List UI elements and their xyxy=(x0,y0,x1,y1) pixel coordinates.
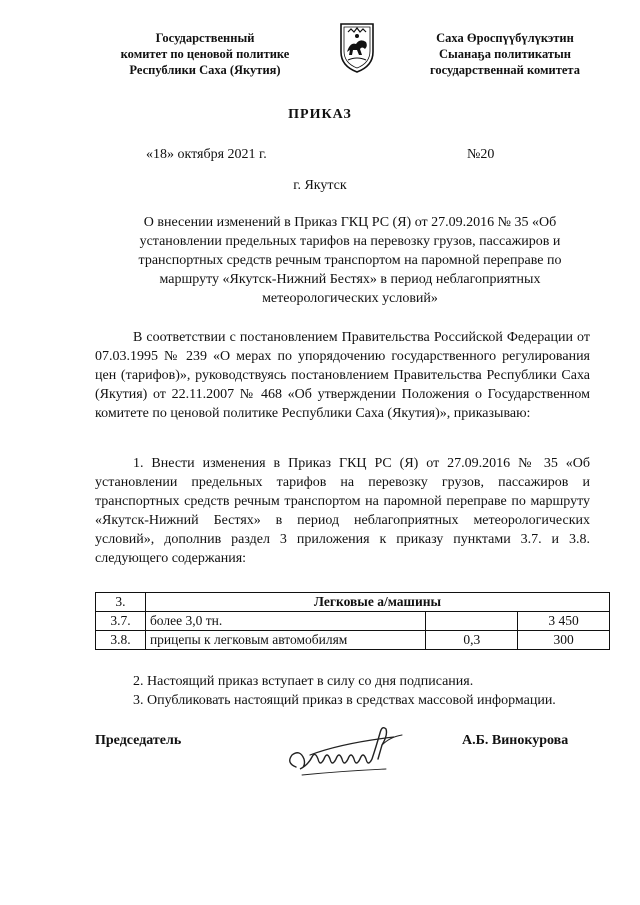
issuer-line: Государственный xyxy=(155,31,255,45)
row-number-cell: 3.8. xyxy=(96,631,146,650)
section-number-cell: 3. xyxy=(96,593,146,612)
issuer-line: Республики Саха (Якутия) xyxy=(129,63,281,77)
clause-2-paragraph: 2. Настоящий приказ вступает в силу со дня подписания. xyxy=(133,674,474,689)
clause-3-paragraph: 3. Опубликовать настоящий приказ в средствах массовой информации. xyxy=(133,693,556,708)
row-number-cell: 3.7. xyxy=(96,612,146,631)
coat-of-arms-icon xyxy=(338,22,376,74)
clause-1-paragraph: 1. Внести изменения в Приказ ГКЦ РС (Я) от 27.09.2016 № 35 «Об установлении предельных тарифов на перевозку грузов, пассажиров и транспортных средств речным транспортом на паромной переправе по маршруту «Якутск-Нижний Бестях» в период неблагоприятных метеорологических условий», дополнив раздел 3 приложения к приказу пунктами 3.7. и 3.8. следующего содержания: xyxy=(95,456,590,566)
document-number: №20 xyxy=(467,147,495,162)
row-value-2-cell: 3 450 xyxy=(518,612,610,631)
table-row xyxy=(96,631,610,650)
issuer-name-yakut xyxy=(400,30,610,78)
issuer-line: государственнай комитета xyxy=(430,63,580,77)
row-name-cell: прицепы к легковым автомобилям xyxy=(145,631,425,650)
document-date: «18» октября 2021 г. xyxy=(146,147,267,162)
row-value-1-cell xyxy=(426,612,518,631)
preamble-paragraph: В соответствии с постановлением Правительства Российской Федерации от 07.03.1995 № 239 «О мерах по упорядочению государственного регулирования цен (тарифов)», руководствуясь постановлением Правительства Республики Саха (Якутия) от 22.11.2007 № 468 «Об утверждении Положения о Государственном комитете по ценовой политике Республики Саха (Якутия)», приказываю: xyxy=(95,330,590,421)
document-header xyxy=(0,20,640,90)
issuer-line: комитет по ценовой политике xyxy=(120,47,290,61)
table-row xyxy=(96,612,610,631)
row-value-1-cell: 0,3 xyxy=(426,631,518,650)
handwritten-signature xyxy=(282,715,412,785)
table-section-row xyxy=(96,593,610,612)
document-city: г. Якутск xyxy=(293,178,347,193)
row-value-2-cell: 300 xyxy=(518,631,610,650)
section-title-cell: Легковые а/машины xyxy=(145,593,609,612)
issuer-name-russian xyxy=(85,30,325,78)
document-title: ПРИКАЗ xyxy=(288,107,352,122)
issuer-line: Сыанаҕа политикатын xyxy=(439,47,571,61)
signer-name: А.Б. Винокурова xyxy=(462,733,569,748)
document-subject: О внесении изменений в Приказ ГКЦ РС (Я) от 27.09.2016 № 35 «Об установлении предельных тарифов на перевозку грузов, пассажиров и транспортных средств речным транспортом на паромной переправе по маршруту «Якутск-Нижний Бестях» в период неблагоприятных метеорологических условий» xyxy=(138,215,562,306)
signer-role: Председатель xyxy=(95,733,182,748)
tariff-table xyxy=(95,592,610,650)
issuer-line: Саха Өроспүүбүлүкэтин xyxy=(436,31,574,45)
row-name-cell: более 3,0 тн. xyxy=(145,612,425,631)
